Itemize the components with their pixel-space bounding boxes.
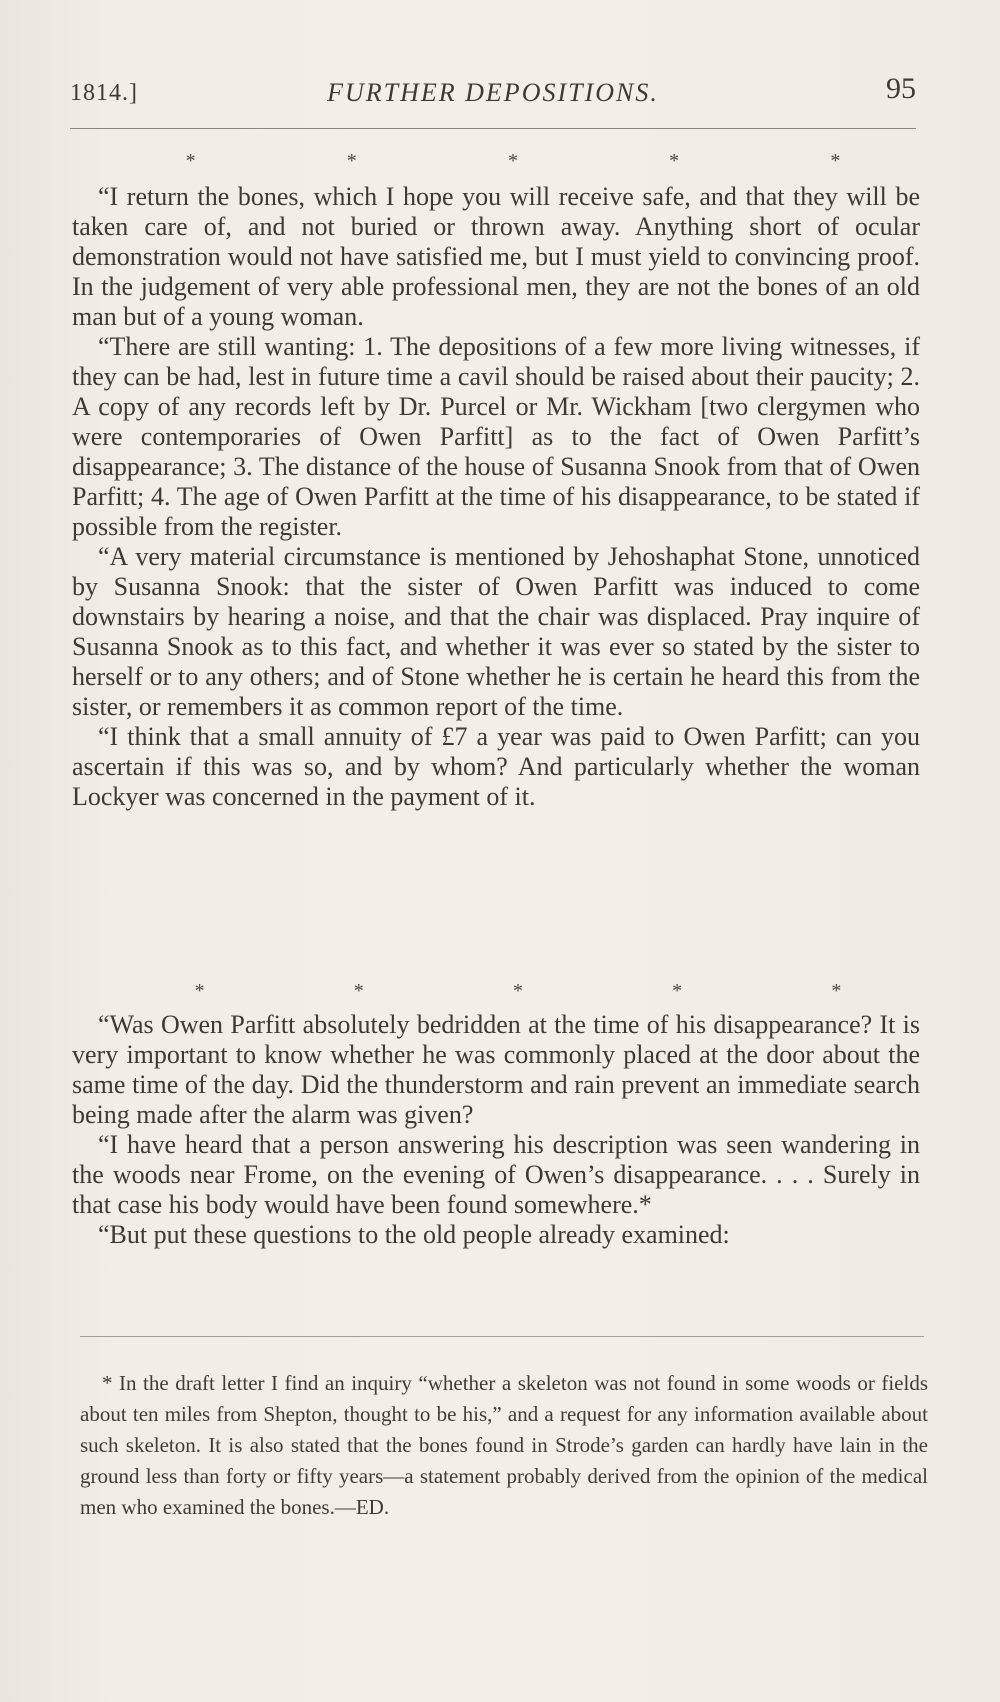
running-header [70, 72, 916, 116]
paragraph: “I return the bones, which I hope you will receive safe, and that they will be taken care of, and not buried or thrown away. Anything short of ocular demonstration would not have satisfied me, but I must yield to convincing proof. In the judgement of very able professional men, they are not the bones of an old man but of a young woman. [72, 182, 920, 331]
paragraph: “A very material circumstance is mentioned by Jehoshaphat Stone, unnoticed by Susanna Snook: that the sister of Owen Parfitt was induced to come downstairs by hearing a noise, and that the chair was displaced. Pray inquire of Susanna Snook as to this fact, and whether it was ever so stated by the sister to herself or to any others; and of Stone whether he is certain he heard this from the sister, or remembers it as common report of the time. [72, 542, 920, 721]
paragraph: “I think that a small annuity of £7 a year was paid to Owen Parfitt; can you ascertain if this was so, and by whom? And particularly whether the woman Lockyer was concerned in the payment of it. [72, 722, 920, 811]
paragraph: “I have heard that a person answering his description was seen wandering in the woods near Frome, on the evening of Owen’s disappearance. . . . Surely in that case his body would have been found somewhere.* [72, 1130, 920, 1219]
star: * [672, 980, 683, 1002]
star: * [830, 150, 841, 172]
star: * [831, 980, 842, 1002]
section-break-stars [70, 150, 916, 173]
paragraph: “But put these questions to the old people already examined: [98, 1220, 730, 1249]
star: * [185, 150, 196, 172]
footnote: * In the draft letter I find an inquiry “whether a skeleton was not found in some woods or fields about ten miles from Shepton, thought to be his,” and a request for any information available about such skeleton. It is also stated that the bones found in Strode’s garden can hardly have lain in the ground less than forty or fifty years—a statement probably derived from the opinion of the medical men who examined the bones.—ED. [80, 1371, 928, 1519]
star: * [194, 980, 205, 1002]
paragraph: “There are still wanting: 1. The depositions of a few more living witnesses, if they can be had, lest in future time a cavil should be raised about their paucity; 2. A copy of any records left by Dr. Purcel or Mr. Wickham [two clergymen who were contemporaries of Owen Parfitt] as to the fact of Owen Parfitt’s disappearance; 3. The distance of the house of Susanna Snook from that of Owen Parfitt; 4. The age of Owen Parfitt at the time of his disappearance, to be stated if possible from the register. [72, 332, 920, 541]
letter-text-part-2 [72, 1010, 920, 1250]
letter-text-part-1 [72, 182, 920, 812]
section-break-stars [70, 980, 916, 1003]
header-rule [70, 128, 916, 129]
footnote-rule [80, 1336, 924, 1337]
star: * [669, 150, 680, 172]
star: * [346, 150, 357, 172]
paragraph: “Was Owen Parfitt absolutely bedridden at the time of his disappearance? It is very important to know whether he was commonly placed at the door about the same time of the day. Did the thunderstorm and rain prevent an immediate search being made after the alarm was given? [72, 1010, 920, 1129]
header-year: 1814.] [70, 80, 138, 106]
star: * [512, 980, 523, 1002]
page-number: 95 [886, 72, 916, 105]
star: * [507, 150, 518, 172]
star: * [353, 980, 364, 1002]
header-title: FURTHER DEPOSITIONS. [327, 78, 659, 107]
